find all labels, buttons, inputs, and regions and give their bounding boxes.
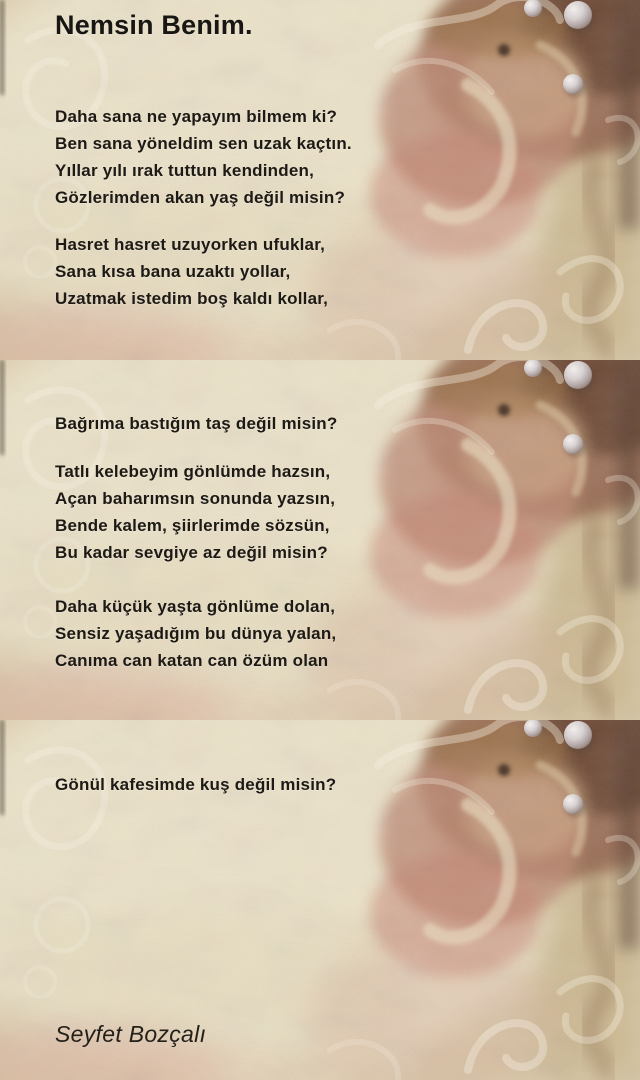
poem-line: Gözlerimden akan yaş değil misin? <box>55 188 346 207</box>
poem-line: Daha küçük yaşta gönlüme dolan, <box>55 597 336 616</box>
poem-line: Uzatmak istedim boş kaldı kollar, <box>55 289 329 308</box>
poem-title: Nemsin Benim. <box>55 10 253 40</box>
poem-line: Daha sana ne yapayım bilmem ki? <box>55 107 338 126</box>
poem-stanza <box>55 410 337 437</box>
poem-stanza <box>55 771 336 798</box>
poem-line: Sensiz yaşadığım bu dünya yalan, <box>55 624 337 643</box>
poem-line: Bende kalem, şiirlerimde sözsün, <box>55 516 330 535</box>
poem-line: Bağrıma bastığım taş değil misin? <box>55 414 338 433</box>
poem-line: Tatlı kelebeyim gönlümde hazsın, <box>55 462 331 481</box>
poem-line: Açan baharımsın sonunda yazsın, <box>55 489 336 508</box>
poem-stanza <box>55 593 336 674</box>
poem-line: Ben sana yöneldim sen uzak kaçtın. <box>55 134 352 153</box>
poem-line: Bu kadar sevgiye az değil misin? <box>55 543 328 562</box>
poem-line: Hasret hasret uzuyorken ufuklar, <box>55 235 325 254</box>
poem-line: Yıllar yılı ırak tuttun kendinden, <box>55 161 315 180</box>
poem-stanza <box>55 458 335 566</box>
poem-stanza <box>55 103 352 211</box>
poem-author: Seyfet Bozçalı <box>55 1021 207 1047</box>
poem-line: Gönül kafesimde kuş değil misin? <box>55 775 337 794</box>
poem-line: Canıma can katan can özüm olan <box>55 651 329 670</box>
poem-stanza <box>55 231 328 312</box>
poem-line: Sana kısa bana uzaktı yollar, <box>55 262 291 281</box>
